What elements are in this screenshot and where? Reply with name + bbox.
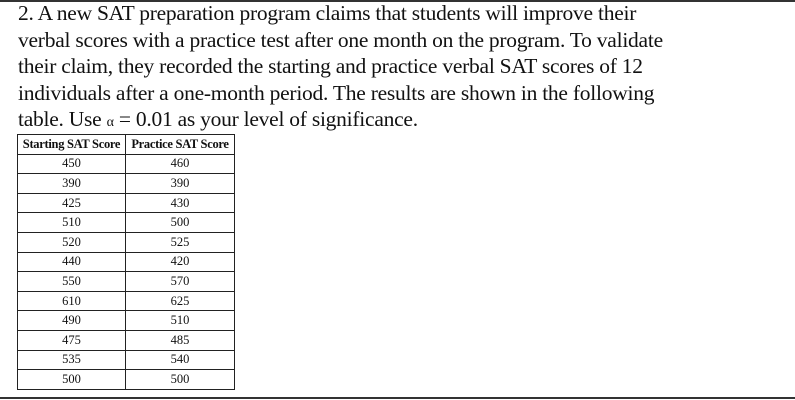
table-row <box>18 291 235 311</box>
practice-score-cell: 500 <box>126 213 235 233</box>
table-row <box>18 213 235 233</box>
starting-score-cell: 475 <box>18 330 126 350</box>
starting-score-cell: 450 <box>18 154 126 174</box>
practice-score-cell: 570 <box>126 272 235 292</box>
column-header-practice: Practice SAT Score <box>126 135 235 155</box>
table-header-row <box>18 135 235 155</box>
practice-score-cell: 500 <box>126 370 235 390</box>
practice-score-cell: 420 <box>126 252 235 272</box>
alpha-symbol: α <box>106 115 114 130</box>
question-line: their claim, they recorded the starting and practice verbal SAT scores of 12 <box>18 54 643 78</box>
question-line: 2. A new SAT preparation program claims that students will improve their <box>18 1 637 25</box>
practice-score-cell: 540 <box>126 350 235 370</box>
starting-score-cell: 520 <box>18 232 126 252</box>
practice-score-cell: 460 <box>126 154 235 174</box>
starting-score-cell: 425 <box>18 193 126 213</box>
table-row <box>18 193 235 213</box>
table-row <box>18 252 235 272</box>
table-row <box>18 154 235 174</box>
column-header-starting: Starting SAT Score <box>18 135 126 155</box>
practice-score-cell: 430 <box>126 193 235 213</box>
question-text <box>18 0 788 137</box>
starting-score-cell: 440 <box>18 252 126 272</box>
question-text-prefix: table. Use <box>18 107 107 131</box>
practice-score-cell: 390 <box>126 174 235 194</box>
table-row <box>18 350 235 370</box>
practice-score-cell: 485 <box>126 330 235 350</box>
starting-score-cell: 610 <box>18 291 126 311</box>
table-row <box>18 272 235 292</box>
starting-score-cell: 510 <box>18 213 126 233</box>
question-line: individuals after a one-month period. The results are shown in the following <box>18 80 655 105</box>
bottom-divider <box>0 397 795 399</box>
starting-score-cell: 490 <box>18 311 126 331</box>
table-row <box>18 311 235 331</box>
starting-score-cell: 535 <box>18 350 126 370</box>
practice-score-cell: 510 <box>126 311 235 331</box>
question-line <box>18 106 788 137</box>
starting-score-cell: 500 <box>18 370 126 390</box>
table-row <box>18 174 235 194</box>
table-row <box>18 370 235 390</box>
table-row <box>18 232 235 252</box>
practice-score-cell: 525 <box>126 232 235 252</box>
starting-score-cell: 390 <box>18 174 126 194</box>
practice-score-cell: 625 <box>126 291 235 311</box>
sat-scores-table <box>17 134 235 390</box>
question-text-suffix: = 0.01 as your level of significance. <box>113 107 418 131</box>
table-row <box>18 330 235 350</box>
starting-score-cell: 550 <box>18 272 126 292</box>
question-line: verbal scores with a practice test after one month on the program. To validate <box>18 27 663 52</box>
